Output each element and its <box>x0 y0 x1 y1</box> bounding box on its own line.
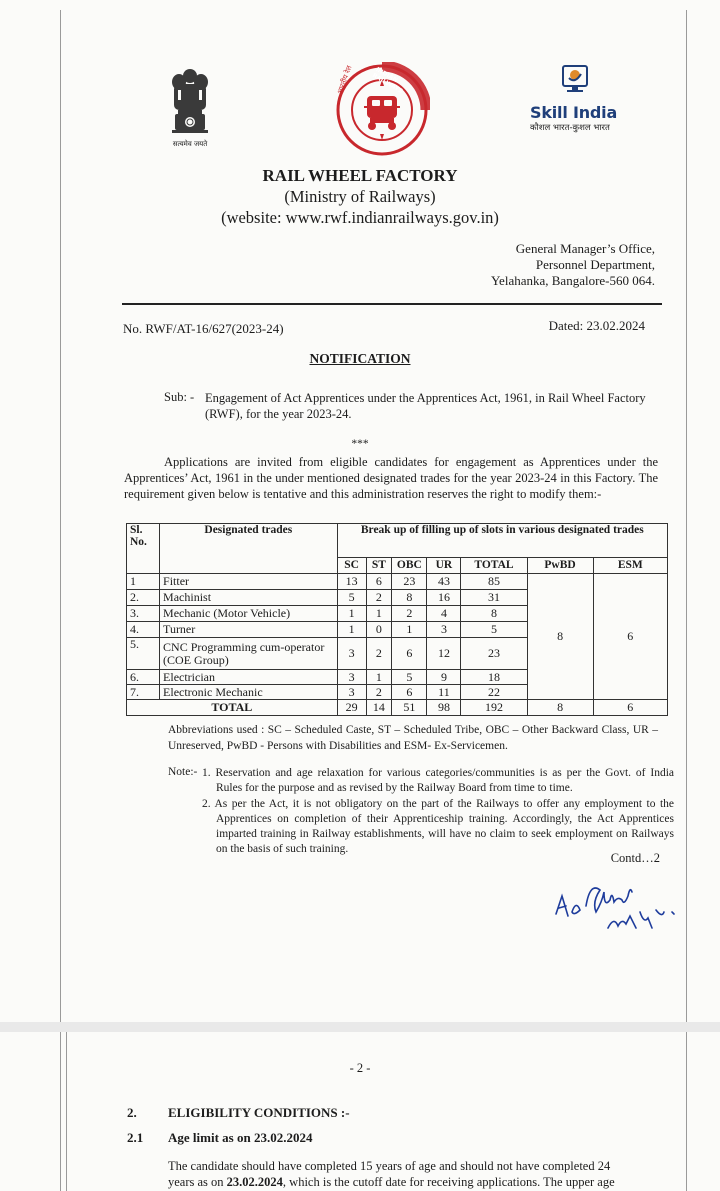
website-line <box>0 208 720 228</box>
table-row <box>127 574 668 590</box>
cell-total: 31 <box>461 590 527 606</box>
cell-total: 85 <box>461 574 527 590</box>
section-2-number: 2. <box>127 1105 137 1120</box>
cell-st: 2 <box>366 685 392 700</box>
table-total-row <box>127 700 668 716</box>
ir-logo-text: INDIAN RAILWAYS <box>371 66 404 96</box>
intro-paragraph: Applications are invited from eligible candidates for engagement as Apprentices under the Apprentices’ Act, 1961 in the under mentioned designated trades for the year 2023-24 in this Factory. The requirement given below is tentative and this administration reserves the right to modify them:- <box>124 455 658 502</box>
separator-stars: *** <box>351 438 369 450</box>
cell-obc: 2 <box>392 606 427 622</box>
cell-st: 1 <box>366 606 392 622</box>
ministry-line: (Ministry of Railways) <box>284 187 436 206</box>
cell-obc: 6 <box>392 638 427 670</box>
total-obc: 51 <box>392 700 427 716</box>
skill-india-tagline: कौशल भारत-कुशल भारत <box>530 123 610 133</box>
cell-st: 1 <box>366 670 392 685</box>
cell-sl: 2. <box>127 590 160 606</box>
section-2-title: ELIGIBILITY CONDITIONS :- <box>168 1105 350 1120</box>
cell-total: 5 <box>461 622 527 638</box>
age-para-line-2 <box>168 1174 663 1190</box>
cell-sc: 3 <box>337 685 366 700</box>
cell-obc: 1 <box>392 622 427 638</box>
cell-trade: Electrician <box>160 670 338 685</box>
subject-label: Sub: - <box>164 390 195 404</box>
ir-logo-hindi: भारतीय रेल <box>336 64 354 95</box>
notification-heading-text: NOTIFICATION <box>309 351 411 366</box>
cell-obc: 6 <box>392 685 427 700</box>
page-border-left <box>60 10 61 1022</box>
handwritten-signature <box>552 872 682 942</box>
note-item-1: 1. Reservation and age relaxation for various categories/communities is as per the Govt. of India Rules for the purpose and as revised by the Railway Board from time to time. <box>202 767 674 794</box>
cell-trade: CNC Programming cum-operator (COE Group) <box>160 638 338 670</box>
total-sc: 29 <box>337 700 366 716</box>
note-label: Note:- <box>168 766 198 778</box>
age-para-text-a: years as on <box>168 1175 227 1189</box>
cell-esm-merged: 6 <box>593 574 667 700</box>
page-border-right <box>686 10 687 1022</box>
header-designated-trades: Designated trades <box>160 524 338 574</box>
cell-st: 2 <box>366 590 392 606</box>
address-line-3: Yelahanka, Bangalore-560 064. <box>490 273 655 288</box>
cell-total: 22 <box>461 685 527 700</box>
page-border-left-inner <box>66 1032 67 1191</box>
cell-sc: 5 <box>337 590 366 606</box>
page-border-left <box>60 1032 61 1191</box>
age-limit-paragraph <box>168 1158 663 1190</box>
cutoff-date: 23.02.2024 <box>226 1175 283 1189</box>
cell-pwbd-merged: 8 <box>527 574 593 700</box>
total-total: 192 <box>461 700 527 716</box>
signature-scribble-icon <box>552 872 682 942</box>
address-line-2: Personnel Department, <box>535 257 655 272</box>
cell-ur: 3 <box>427 622 461 638</box>
subheader-total: TOTAL <box>461 558 527 574</box>
subheader-esm: ESM <box>593 558 667 574</box>
total-ur: 98 <box>427 700 461 716</box>
age-para-text-c: , which is the cutoff date for receiving applications. The upper age <box>282 1175 615 1189</box>
notification-heading <box>0 351 720 367</box>
cell-ur: 12 <box>427 638 461 670</box>
header-breakup: Break up of filling up of slots in various designated trades <box>337 524 667 558</box>
subheader-pwbd: PwBD <box>527 558 593 574</box>
cell-total: 8 <box>461 606 527 622</box>
indian-railways-logo <box>334 62 430 158</box>
document-page-2 <box>0 1032 720 1191</box>
cell-st: 2 <box>366 638 392 670</box>
cell-sc: 1 <box>337 606 366 622</box>
subject-text: Engagement of Act Apprentices under the Apprentices Act, 1961, in Rail Wheel Factory (RWF), for the year 2023-24. <box>205 391 646 421</box>
website-text: (website: www.rwf.indianrailways.gov.in) <box>221 208 499 227</box>
cell-st: 6 <box>366 574 392 590</box>
cell-sc: 13 <box>337 574 366 590</box>
cell-ur: 43 <box>427 574 461 590</box>
total-esm: 6 <box>593 700 667 716</box>
cell-trade: Mechanic (Motor Vehicle) <box>160 606 338 622</box>
cell-sl: 1 <box>127 574 160 590</box>
cell-ur: 4 <box>427 606 461 622</box>
subheader-st: ST <box>366 558 392 574</box>
cell-sc: 3 <box>337 670 366 685</box>
cell-sl: 3. <box>127 606 160 622</box>
skill-india-emblem-icon <box>560 64 590 100</box>
age-para-line-1: The candidate should have completed 15 years of age and should not have completed 24 <box>168 1159 611 1173</box>
cell-sl: 7. <box>127 685 160 700</box>
apprentice-slots-table <box>126 523 668 716</box>
cell-trade: Turner <box>160 622 338 638</box>
address-line-1: General Manager’s Office, <box>515 241 655 256</box>
national-emblem-logo <box>164 66 216 156</box>
subheader-ur: UR <box>427 558 461 574</box>
total-label: TOTAL <box>127 700 338 716</box>
abbreviations-text: Abbreviations used : SC – Scheduled Caste, ST – Scheduled Tribe, OBC – Other Backward Class, UR – Unreserved, PwBD - Persons with Disabilities and ESM- Ex-Servicemen. <box>168 724 658 752</box>
cell-obc: 8 <box>392 590 427 606</box>
lion-capital-icon <box>164 66 216 144</box>
page-border-right <box>686 1032 687 1191</box>
cell-total: 23 <box>461 638 527 670</box>
header-sl-no: Sl. No. <box>127 524 160 574</box>
cell-sl: 5. <box>127 638 160 670</box>
total-pwbd: 8 <box>527 700 593 716</box>
total-st: 14 <box>366 700 392 716</box>
cell-sl: 6. <box>127 670 160 685</box>
reference-number: No. RWF/AT-16/627(2023-24) <box>123 321 284 336</box>
skill-india-logo <box>528 64 628 144</box>
subheader-sc: SC <box>337 558 366 574</box>
emblem-motto: सत्यमेव जयते <box>172 140 208 148</box>
header-divider <box>122 303 662 305</box>
cell-ur: 11 <box>427 685 461 700</box>
cell-total: 18 <box>461 670 527 685</box>
section-2-1-number: 2.1 <box>127 1130 144 1145</box>
cell-obc: 23 <box>392 574 427 590</box>
org-name: RAIL WHEEL FACTORY <box>262 166 458 185</box>
cell-trade: Fitter <box>160 574 338 590</box>
section-2-1-title: Age limit as on 23.02.2024 <box>168 1130 313 1145</box>
cell-sl: 4. <box>127 622 160 638</box>
continued-marker: Contd…2 <box>610 851 660 865</box>
cell-ur: 9 <box>427 670 461 685</box>
cell-obc: 5 <box>392 670 427 685</box>
cell-st: 0 <box>366 622 392 638</box>
cell-sc: 1 <box>337 622 366 638</box>
table-header-row <box>127 524 668 558</box>
notification-date: Dated: 23.02.2024 <box>548 318 645 333</box>
cell-trade: Electronic Mechanic <box>160 685 338 700</box>
address-block <box>491 241 655 289</box>
cell-ur: 16 <box>427 590 461 606</box>
note-item-2: 2. As per the Act, it is not obligatory on the part of the Railways to offer any employment to the Apprentices on completion of their Apprenticeship training. Accordingly, the Act Apprentices imparted training in Railway establishments, will have no claim to seek employment on Railways on the basis of such training. <box>202 798 674 855</box>
cell-trade: Machinist <box>160 590 338 606</box>
subheader-obc: OBC <box>392 558 427 574</box>
cell-sc: 3 <box>337 638 366 670</box>
skill-india-title: Skill India <box>530 103 618 122</box>
page-number: - 2 - <box>349 1061 371 1075</box>
